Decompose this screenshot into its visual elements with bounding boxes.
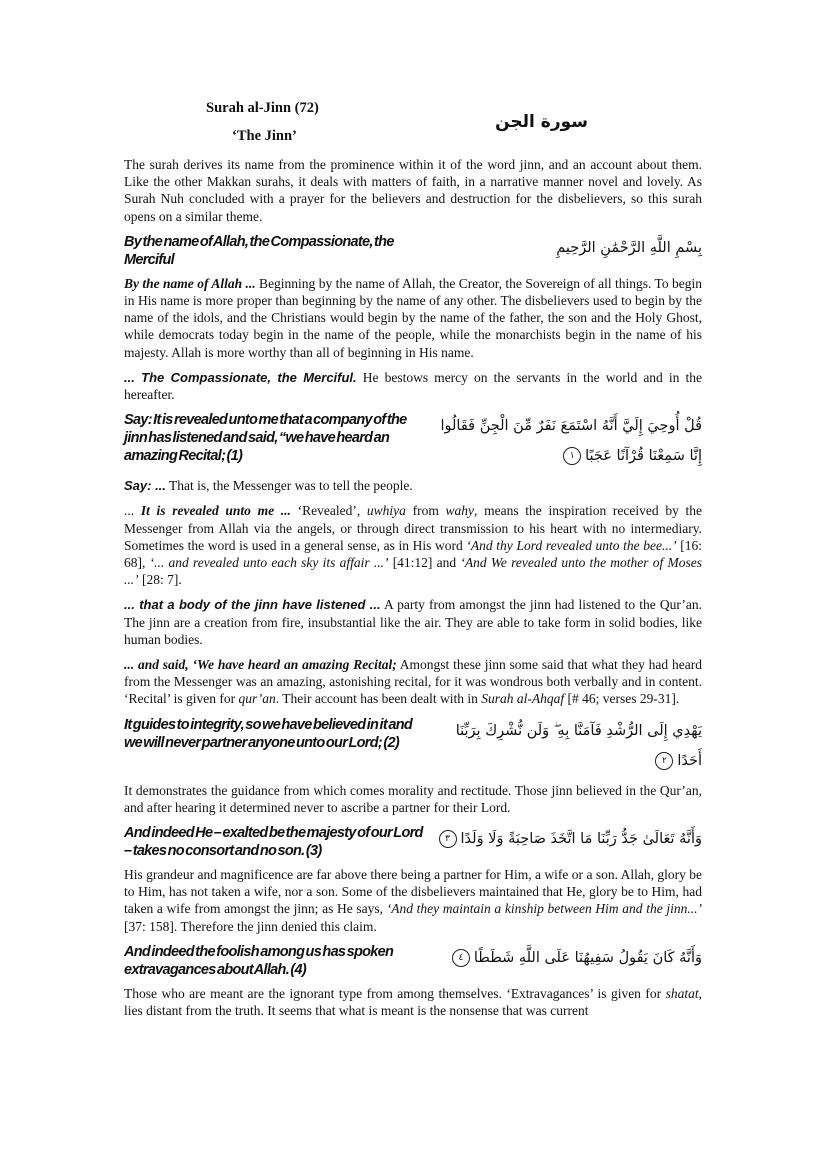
commentary-paragraph [124, 596, 702, 648]
commentary-text: [# 46; verses 29-31]. [564, 691, 680, 707]
surah-reference: Surah al-Ahqaf [481, 691, 565, 707]
commentary-text: Amongst these jinn some said that what they had heard from the Messenger was an amazing, astonishing recital, for it was wondrous both verbally and in content. ‘Recital’ is given for [124, 657, 702, 707]
verse-arabic [432, 824, 702, 854]
arabic-title: سورة الجن [495, 112, 588, 132]
commentary-paragraph [124, 275, 702, 361]
quran-quote: ‘And they maintain a kinship between Him and the jinn...’ [386, 901, 702, 917]
quran-quote: ‘And We revealed unto the mother of Moses ...’ [124, 555, 703, 588]
arabic-term: wahy [445, 503, 475, 519]
commentary-text: [28: 7]. [138, 572, 182, 588]
verse-4 [124, 943, 702, 979]
commentary-paragraph [124, 656, 702, 708]
commentary-text: His grandeur and magnificence are far above there being a partner for Him, a wife or a son. Allah, glory be to Him, has not taken a wife, nor a son. Some of the disbelievers maintained that He, glory be to Him, had taken a wife from amongst the jinn; as He says, [124, 867, 702, 917]
commentary-text: He bestows mercy on the servants in the world and in the hereafter. [124, 369, 702, 403]
verse-arabic [432, 411, 702, 471]
commentary-text: , lies distant from the truth. It seems that what is meant is the nonsense that was current [124, 985, 702, 1019]
commentary-paragraph [124, 866, 702, 935]
verse-english: It guides to integrity, so we have believed in it and we will never partner anyone unto our Lord; (2) [124, 716, 413, 751]
ayah-number-marker: ١ [563, 447, 581, 465]
commentary-paragraph [124, 477, 702, 494]
verse-1 [124, 411, 702, 471]
arabic-text: بِسْمِ اللَّهِ الرَّحْمَٰنِ الرَّحِيمِ [556, 239, 702, 256]
commentary-text: , means the inspiration received by the Messenger from Allah via the angels, or through direct transmission to his heart with no intermediary. Sometimes the word is used in a general sense, as in His word [124, 503, 703, 553]
commentary-text: from [405, 503, 446, 519]
commentary-text: That is, the Messenger was to tell the people. [165, 478, 413, 494]
commentary-paragraph: It demonstrates the guidance from which comes morality and rectitude. Those jinn believed in the Qur’an, and after hearing it determined never to ascribe a partner for their Lord. [124, 782, 702, 815]
commentary-text: ‘Revealed’, [290, 503, 367, 519]
verse-english: And indeed He – exalted be the majesty of our Lord – takes no consort and no son. (3) [124, 825, 423, 860]
commentary-text: . Their account has been dealt with in [275, 691, 482, 707]
verse-english: Say: It is revealed unto me that a company of the jinn has listened and said, “we have heard an amazing Recital; (1) [124, 412, 407, 465]
commentary-text: Those who are meant are the ignorant type from among themselves. ‘Extravagances’ is given for [124, 985, 666, 1001]
intro-paragraph: The surah derives its name from the prominence within it of the word jinn, and an account about them. Like the other Makkan surahs, it deals with matters of faith, in a narrative manner novel and lovely. As Surah Nuh concluded with a prayer for the believers and destruction for the disbelievers, so this surah opens on a similar theme. [124, 157, 702, 224]
verse-3 [124, 824, 702, 860]
commentary-text: A party from amongst the jinn had listened to the Qur’an. The jinn are a creation from fire, insubstantial like the air. They are able to take form in solid bodies, like human bodies. [124, 597, 702, 647]
commentary-lead: It is revealed unto me ... [140, 503, 291, 519]
arabic-term: shatat [665, 985, 699, 1001]
verse-english: And indeed the foolish among us has spoken extravagances about Allah. (4) [124, 943, 394, 978]
arabic-text: وَأَنَّهُ كَانَ يَقُولُ سَفِيهُنَا عَلَى اللَّهِ شَطَطًا [473, 949, 702, 966]
surah-title: Surah al-Jinn (72) [206, 100, 319, 116]
verse-arabic [432, 716, 702, 776]
commentary-text: Beginning by the name of Allah, the Creator, the Sovereign of all things. To begin in His name is more proper than beginning by the name of any other. The disbelievers used to begin by the name of the idols, and the Christians would begin by the name of the father, the son and the Holy Ghost, while democrats today begin in the name of the people, while the monarchists begin in the name of his majesty. Allah is more worthy than all of beginning in His name. [124, 275, 702, 360]
content [124, 156, 702, 1027]
commentary-lead: Say: ... [124, 478, 166, 494]
commentary-paragraph [124, 502, 702, 588]
arabic-text: قُلْ أُوحِيَ إِلَيَّ أَنَّهُ اسْتَمَعَ نَفَرٌ مِّنَ الْجِنِّ فَقَالُوا إِنَّا سَمِعْنَا قُرْآنًا عَجَبًا [440, 418, 702, 465]
commentary-text: [37: 158]. Therefore the jinn denied this claim. [124, 918, 377, 934]
arabic-term: uwhiya [366, 503, 406, 519]
verse-2 [124, 716, 702, 776]
ayah-number-marker: ٤ [452, 949, 470, 967]
arabic-term: qur’an [238, 691, 276, 707]
quran-quote: ‘... and revealed unto each sky its affair ...’ [149, 555, 389, 571]
arabic-text: يَهْدِي إِلَى الرُّشْدِ فَآمَنَّا بِهِ ۖ وَلَن نُّشْرِكَ بِرَبِّنَا أَحَدًا [455, 722, 702, 769]
commentary-text: ... [124, 503, 141, 519]
verse-arabic [432, 943, 702, 973]
ayah-number-marker: ٣ [439, 830, 457, 848]
surah-subtitle: ‘The Jinn’ [232, 128, 297, 144]
verse-basmala [124, 233, 702, 269]
ayah-number-marker: ٢ [655, 752, 673, 770]
verse-arabic [432, 233, 702, 263]
commentary-lead: By the name of Allah ... [124, 275, 256, 291]
verse-english: By the name of Allah, the Compassionate, the Merciful [124, 233, 394, 268]
commentary-text: [16: 68], [124, 537, 702, 571]
quran-quote: ‘And thy Lord revealed unto the bee...’ [466, 537, 677, 553]
commentary-text: [41:12] and [388, 555, 461, 571]
page-header [0, 0, 826, 150]
commentary-lead: ... that a body of the jinn have listened ... [124, 597, 381, 613]
commentary-paragraph [124, 985, 702, 1019]
commentary-lead: ... and said, ‘We have heard an amazing Recital; [124, 657, 397, 673]
commentary-paragraph [124, 369, 702, 403]
commentary-lead: ... The Compassionate, the Merciful. [124, 369, 357, 385]
arabic-text: وَأَنَّهُ تَعَالَىٰ جَدُّ رَبِّنَا مَا اتَّخَذَ صَاحِبَةً وَلَا وَلَدًا [460, 831, 702, 848]
